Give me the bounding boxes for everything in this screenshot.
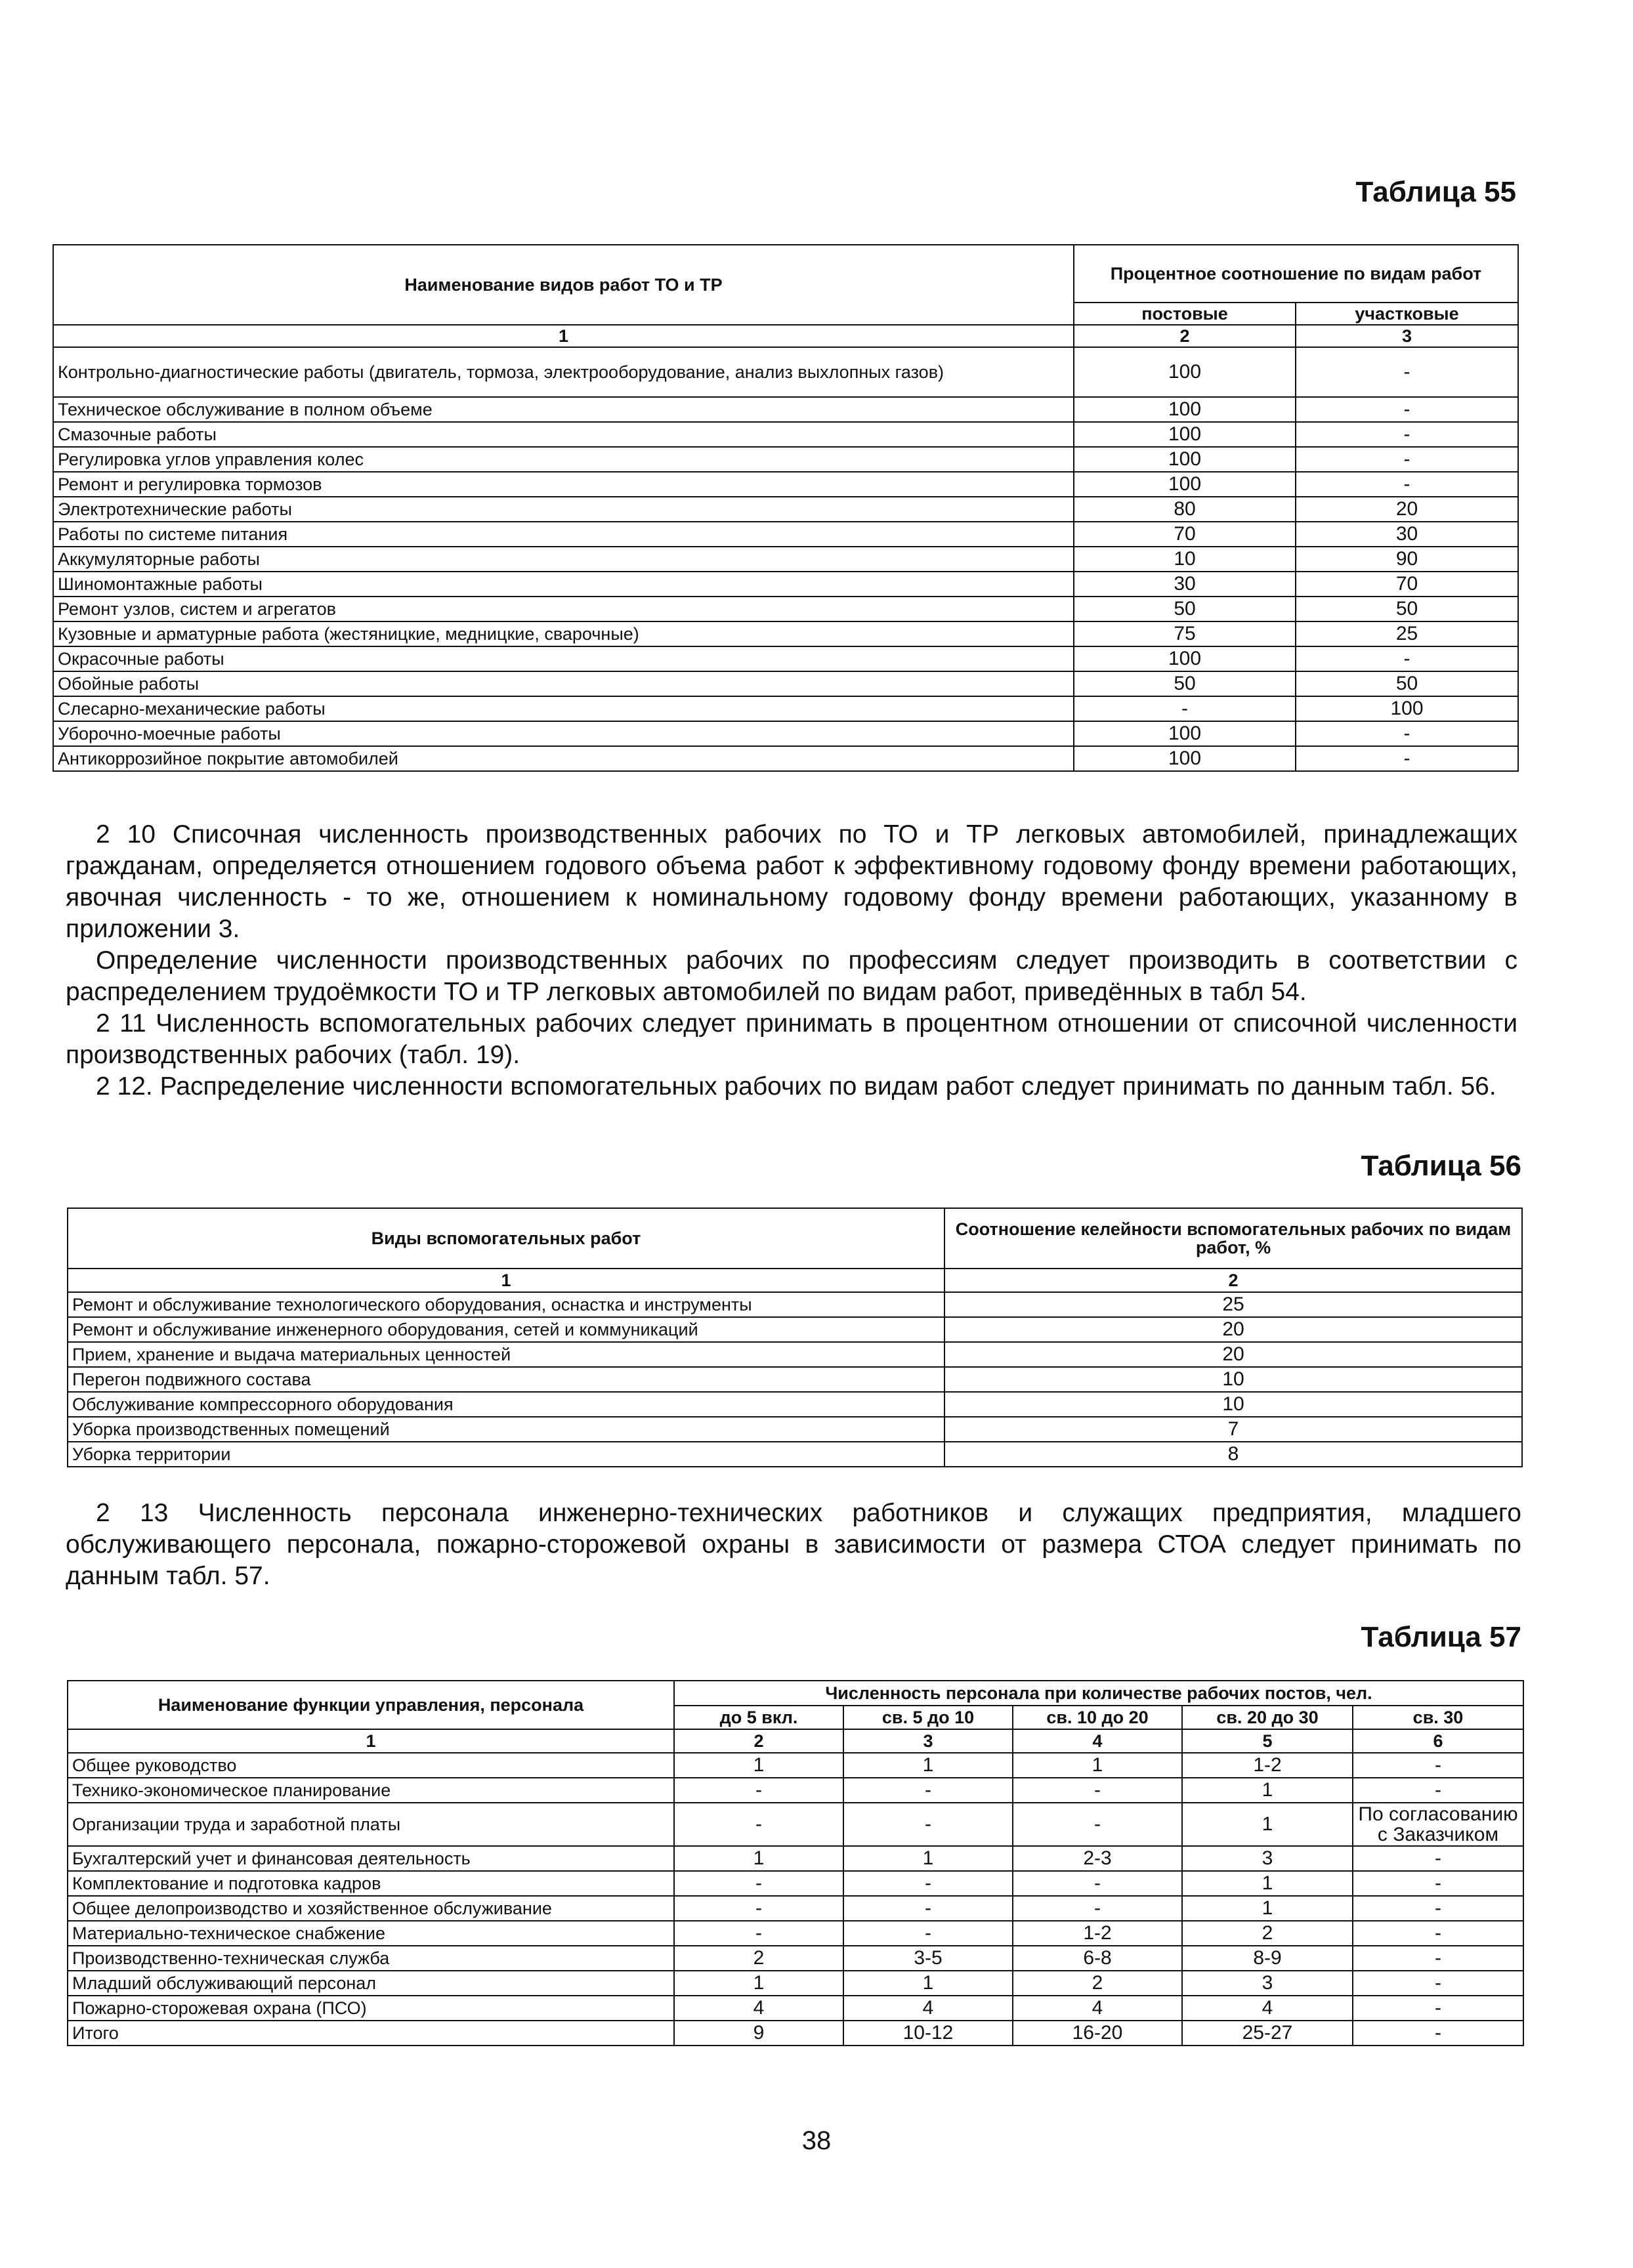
table55-header-uch: участковые	[1296, 303, 1518, 325]
paragraph-2-13: 2 13 Численность персонала инженерно-технических работников и служащих предприятия, младшего обслуживающего персонала, пожарно-сторожевой охраны в зависимости от размера СТОА следует принимать по данным табл. 57.	[66, 1499, 1521, 1590]
table57-staff-value: 1	[1013, 1753, 1182, 1778]
table55-post-value: 100	[1074, 472, 1296, 497]
table55-post-value: 50	[1074, 671, 1296, 696]
table57-function-name: Младший обслуживающий персонал	[68, 1971, 674, 1996]
table55-uch-value: 25	[1296, 621, 1518, 646]
table57-staff-value: 4	[1013, 1996, 1182, 2021]
table55-uch-value: -	[1296, 447, 1518, 472]
table57-staff-value: 1-2	[1182, 1753, 1353, 1778]
table57-staff-value: 4	[843, 1996, 1013, 2021]
table55-colnum: 3	[1296, 325, 1518, 347]
table57-colnum: 6	[1353, 1729, 1523, 1753]
table57-staff-value: -	[843, 1896, 1013, 1921]
table-row	[68, 1921, 1523, 1946]
table-row	[68, 1871, 1523, 1896]
table57-staff-value: 1	[674, 1753, 843, 1778]
table55-title: Таблица 55	[1355, 176, 1516, 208]
table57-staff-value: 2	[674, 1946, 843, 1971]
table57-staff-value: -	[843, 1871, 1013, 1896]
table57-staff-value: -	[674, 1778, 843, 1803]
table55-post-value: 100	[1074, 646, 1296, 671]
table57-staff-value: -	[1013, 1778, 1182, 1803]
table56-ratio-value: 20	[944, 1317, 1522, 1342]
table-row	[68, 1317, 1522, 1342]
paragraph-2-11: 2 11 Численность вспомогательных рабочих следует принимать в процентном отношении от списочной численности производственных рабочих (табл. 19).	[66, 1009, 1517, 1069]
table55-uch-value: -	[1296, 472, 1518, 497]
table57-staff-value: 3-5	[843, 1946, 1013, 1971]
table57-staff-value: 4	[674, 1996, 843, 2021]
table55-uch-value: -	[1296, 422, 1518, 447]
table57-staff-value: -	[1353, 1921, 1523, 1946]
table55-work-name: Техническое обслуживание в полном объеме	[53, 397, 1074, 422]
table-row	[68, 1442, 1522, 1467]
table-row	[53, 621, 1518, 646]
table-row	[68, 1392, 1522, 1417]
table57-staff-value: -	[843, 1803, 1013, 1846]
table56-header-ratio: Соотношение келейности вспомогательных рабочих по видам работ, %	[944, 1208, 1522, 1269]
table57-staff-value: 1-2	[1013, 1921, 1182, 1946]
table56-ratio-value: 7	[944, 1417, 1522, 1442]
table56-colnum: 1	[68, 1269, 944, 1292]
table55-uch-value: -	[1296, 347, 1518, 397]
table57-staff-value: 1	[1182, 1896, 1353, 1921]
table57-staff-value: -	[1353, 1871, 1523, 1896]
table55-uch-value: 90	[1296, 547, 1518, 572]
table55-post-value: 100	[1074, 721, 1296, 746]
table55-uch-value: 50	[1296, 597, 1518, 621]
page-number: 38	[801, 2126, 832, 2155]
table-row	[68, 2021, 1523, 2046]
table55-work-name: Окрасочные работы	[53, 646, 1074, 671]
paragraph-2-10: 2 10 Списочная численность производственных рабочих по ТО и ТР легковых автомобилей, принадлежащих гражданам, определяется отношением годового объема работ к эффективному годовому фонду времени работающих, явочная численность - то же, отношением к номинальному годовому фонду времени работающих, указанному в приложении 3.	[66, 820, 1517, 943]
table-row	[53, 347, 1518, 397]
table57-staff-value: 1	[1182, 1803, 1353, 1846]
table57-staff-value: 1	[674, 1846, 843, 1871]
table57-function-name: Общее руководство	[68, 1753, 674, 1778]
table57-staff-value: -	[674, 1803, 843, 1846]
table55-post-value: 75	[1074, 621, 1296, 646]
table57-colnum: 5	[1182, 1729, 1353, 1753]
table57-title: Таблица 57	[1361, 1621, 1521, 1653]
table-row	[53, 646, 1518, 671]
table57-function-name: Бухгалтерский учет и финансовая деятельность	[68, 1846, 674, 1871]
table57-staff-value: 2-3	[1013, 1846, 1182, 1871]
table55-work-name: Смазочные работы	[53, 422, 1074, 447]
table57-function-name: Производственно-техническая служба	[68, 1946, 674, 1971]
table57-function-name: Организации труда и заработной платы	[68, 1803, 674, 1846]
table57	[67, 1680, 1524, 2046]
table56-work-name: Уборка производственных помещений	[68, 1417, 944, 1442]
table-row	[68, 1896, 1523, 1921]
table57-staff-value: -	[674, 1921, 843, 1946]
table57-staff-value: -	[1013, 1871, 1182, 1896]
table55-work-name: Ремонт и регулировка тормозов	[53, 472, 1074, 497]
table55-post-value: 100	[1074, 397, 1296, 422]
table-row	[53, 522, 1518, 547]
table57-staff-value: -	[1353, 1996, 1523, 2021]
table-row	[53, 397, 1518, 422]
table56-ratio-value: 10	[944, 1392, 1522, 1417]
table57-header-c6: св. 30	[1353, 1706, 1523, 1729]
table55-work-name: Антикоррозийное покрытие автомобилей	[53, 746, 1074, 771]
table-row	[68, 1753, 1523, 1778]
table57-staff-value: 2	[1182, 1921, 1353, 1946]
table55-post-value: 30	[1074, 572, 1296, 597]
table57-function-name: Итого	[68, 2021, 674, 2046]
table55-post-value: 10	[1074, 547, 1296, 572]
table-row	[53, 597, 1518, 621]
table57-staff-value: -	[674, 1871, 843, 1896]
table57-function-name: Комплектование и подготовка кадров	[68, 1871, 674, 1896]
table55-post-value: 100	[1074, 447, 1296, 472]
table57-staff-value: 9	[674, 2021, 843, 2046]
table57-staff-value: -	[1353, 1946, 1523, 1971]
table-row	[53, 696, 1518, 721]
table-row	[68, 1342, 1522, 1367]
table57-header-name: Наименование функции управления, персонала	[68, 1681, 674, 1729]
table55-work-name: Обойные работы	[53, 671, 1074, 696]
table57-staff-value: -	[1013, 1896, 1182, 1921]
table56-ratio-value: 10	[944, 1367, 1522, 1392]
table57-function-name: Пожарно-сторожевая охрана (ПСО)	[68, 1996, 674, 2021]
table57-staff-value: 1	[1182, 1778, 1353, 1803]
table57-colnum: 2	[674, 1729, 843, 1753]
table57-staff-value: 16-20	[1013, 2021, 1182, 2046]
table57-colnum: 1	[68, 1729, 674, 1753]
table55-work-name: Контрольно-диагностические работы (двигатель, тормоза, электрооборудование, анализ выхлопных газов)	[53, 347, 1074, 397]
table55-work-name: Электротехнические работы	[53, 497, 1074, 522]
table57-staff-value: 3	[1182, 1971, 1353, 1996]
table57-staff-value: 1	[674, 1971, 843, 1996]
table55-work-name: Регулировка углов управления колес	[53, 447, 1074, 472]
table-row	[68, 1417, 1522, 1442]
table-row	[68, 1846, 1523, 1871]
table56-header-name: Виды вспомогательных работ	[68, 1208, 944, 1269]
table57-staff-value: -	[1353, 1846, 1523, 1871]
table57-staff-value: -	[1353, 1971, 1523, 1996]
table57-staff-value: 25-27	[1182, 2021, 1353, 2046]
table57-colnum: 3	[843, 1729, 1013, 1753]
table57-header-c3: св. 5 до 10	[843, 1706, 1013, 1729]
table-row	[53, 547, 1518, 572]
paragraph-2-12: 2 12. Распределение численности вспомогательных рабочих по видам работ следует принимать по данным табл. 56.	[96, 1072, 1496, 1101]
table55-work-name: Шиномонтажные работы	[53, 572, 1074, 597]
table57-staff-value: 8-9	[1182, 1946, 1353, 1971]
table57-staff-value: -	[1353, 1896, 1523, 1921]
table55-post-value: 100	[1074, 422, 1296, 447]
table57-header-c5: св. 20 до 30	[1182, 1706, 1353, 1729]
table-row	[68, 1367, 1522, 1392]
table56-work-name: Обслуживание компрессорного оборудования	[68, 1392, 944, 1417]
table57-staff-value: По согласованию с Заказчиком	[1353, 1803, 1523, 1846]
table55	[53, 244, 1519, 772]
table-row	[53, 721, 1518, 746]
table56-ratio-value: 20	[944, 1342, 1522, 1367]
table-row	[68, 1946, 1523, 1971]
table56-work-name: Уборка территории	[68, 1442, 944, 1467]
table57-staff-value: -	[1353, 2021, 1523, 2046]
table57-staff-value: 1	[843, 1971, 1013, 1996]
table55-work-name: Работы по системе питания	[53, 522, 1074, 547]
table56-work-name: Ремонт и обслуживание инженерного оборудования, сетей и коммуникаций	[68, 1317, 944, 1342]
table57-header-group: Численность персонала при количестве рабочих постов, чел.	[674, 1681, 1523, 1706]
table56-ratio-value: 25	[944, 1292, 1522, 1317]
table-row	[53, 671, 1518, 696]
table57-header-c2: до 5 вкл.	[674, 1706, 843, 1729]
table57-staff-value: -	[1353, 1778, 1523, 1803]
table56-work-name: Перегон подвижного состава	[68, 1367, 944, 1392]
table57-staff-value: 10-12	[843, 2021, 1013, 2046]
table-row	[68, 1971, 1523, 1996]
table-row	[53, 447, 1518, 472]
table55-post-value: -	[1074, 696, 1296, 721]
table57-function-name: Материально-техническое снабжение	[68, 1921, 674, 1946]
table55-colnum: 2	[1074, 325, 1296, 347]
table55-work-name: Аккумуляторные работы	[53, 547, 1074, 572]
table55-work-name: Слесарно-механические работы	[53, 696, 1074, 721]
table56-colnum: 2	[944, 1269, 1522, 1292]
table56-ratio-value: 8	[944, 1442, 1522, 1467]
table55-uch-value: -	[1296, 646, 1518, 671]
table55-uch-value: -	[1296, 746, 1518, 771]
table57-staff-value: -	[843, 1921, 1013, 1946]
table56-work-name: Прием, хранение и выдача материальных ценностей	[68, 1342, 944, 1367]
paragraph-professions: Определение численности производственных рабочих по профессиям следует производить в соответствии с распределением трудоёмкости ТО и ТР легковых автомобилей по видам работ, приведённых в табл 54.	[66, 946, 1517, 1006]
table55-uch-value: 100	[1296, 696, 1518, 721]
table57-function-name: Общее делопроизводство и хозяйственное обслуживание	[68, 1896, 674, 1921]
table57-staff-value: 1	[843, 1753, 1013, 1778]
table-row	[68, 1778, 1523, 1803]
table57-staff-value: 4	[1182, 1996, 1353, 2021]
table55-header-name: Наименование видов работ ТО и ТР	[53, 245, 1074, 325]
table55-uch-value: 30	[1296, 522, 1518, 547]
table56	[67, 1208, 1523, 1467]
table-row	[53, 422, 1518, 447]
table-row	[53, 746, 1518, 771]
table55-uch-value: -	[1296, 721, 1518, 746]
table55-work-name: Кузовные и арматурные работа (жестяницкие, медницкие, сварочные)	[53, 621, 1074, 646]
table55-colnum: 1	[53, 325, 1074, 347]
table55-header-post: постовые	[1074, 303, 1296, 325]
table-row	[68, 1996, 1523, 2021]
table57-staff-value: -	[1013, 1803, 1182, 1846]
table55-uch-value: 70	[1296, 572, 1518, 597]
table55-post-value: 50	[1074, 597, 1296, 621]
table57-function-name: Технико-экономическое планирование	[68, 1778, 674, 1803]
table55-post-value: 100	[1074, 746, 1296, 771]
table55-work-name: Ремонт узлов, систем и агрегатов	[53, 597, 1074, 621]
table57-staff-value: 1	[1182, 1871, 1353, 1896]
table57-staff-value: -	[843, 1778, 1013, 1803]
table57-header-c4: св. 10 до 20	[1013, 1706, 1182, 1729]
text-block-2	[66, 1498, 1521, 1592]
table-row	[68, 1803, 1523, 1846]
table55-uch-value: 50	[1296, 671, 1518, 696]
table55-post-value: 100	[1074, 347, 1296, 397]
table-row	[53, 497, 1518, 522]
table57-staff-value: 2	[1013, 1971, 1182, 1996]
table55-post-value: 70	[1074, 522, 1296, 547]
table57-staff-value: -	[1353, 1753, 1523, 1778]
table57-staff-value: 1	[843, 1846, 1013, 1871]
table55-uch-value: 20	[1296, 497, 1518, 522]
table55-post-value: 80	[1074, 497, 1296, 522]
table55-work-name: Уборочно-моечные работы	[53, 721, 1074, 746]
table57-staff-value: -	[674, 1896, 843, 1921]
table56-work-name: Ремонт и обслуживание технологического оборудования, оснастка и инструменты	[68, 1292, 944, 1317]
table55-header-group: Процентное соотношение по видам работ	[1074, 245, 1518, 303]
table-row	[53, 472, 1518, 497]
table57-colnum: 4	[1013, 1729, 1182, 1753]
table56-title: Таблица 56	[1361, 1150, 1521, 1182]
table57-staff-value: 6-8	[1013, 1946, 1182, 1971]
table-row	[68, 1292, 1522, 1317]
text-block-1	[66, 819, 1517, 1102]
table-row	[53, 572, 1518, 597]
table57-staff-value: 3	[1182, 1846, 1353, 1871]
table55-uch-value: -	[1296, 397, 1518, 422]
